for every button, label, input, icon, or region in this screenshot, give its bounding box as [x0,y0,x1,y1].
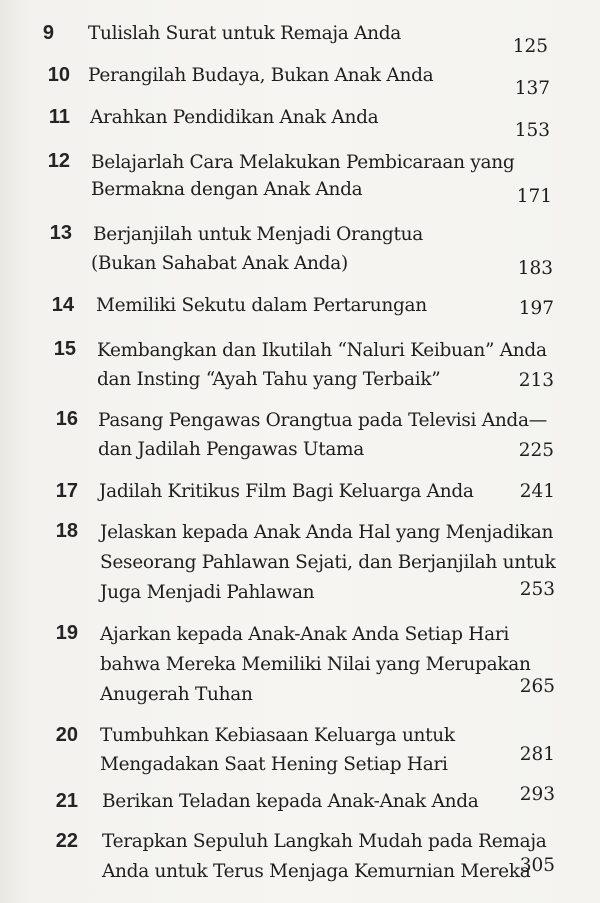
page-number: 241 [519,481,555,502]
chapter-title: Ajarkan kepada Anak-Anak Anda Setiap Hari [100,624,510,645]
chapter-title: Berikan Teladan kepada Anak-Anak Anda [102,791,479,812]
chapter-title: Tulislah Surat untuk Remaja Anda [88,23,402,44]
chapter-title: Kembangkan dan Ikutilah “Naluri Keibuan” Anda [97,340,547,361]
chapter-title: Bermakna dengan Anak Anda [91,179,363,200]
chapter-title: dan Jadilah Pengawas Utama [98,439,365,460]
chapter-title: Belajarlah Cara Melakukan Pembicaraan yang [91,152,515,173]
chapter-number: 21 [55,790,78,812]
page-number: 213 [518,370,554,391]
chapter-number: 9 [42,22,54,44]
chapter-number: 16 [55,408,78,430]
chapter-number: 13 [49,222,72,244]
page-number: 197 [518,298,554,319]
page-number: 265 [519,676,555,697]
page-number: 137 [514,78,550,99]
chapter-title: Tumbuhkan Kebiasaan Keluarga untuk [100,725,455,746]
chapter-number: 11 [48,106,70,128]
chapter-title: Anda untuk Terus Menjaga Kemurnian Mereka [102,861,531,882]
chapter-title: Juga Menjadi Pahlawan [100,582,315,603]
chapter-title: Mengadakan Saat Hening Setiap Hari [100,754,448,775]
chapter-title: (Bukan Sahabat Anak Anda) [91,253,348,274]
chapter-title: Jelaskan kepada Anak Anda Hal yang Menjadikan [100,522,554,543]
page-number: 225 [518,440,554,461]
chapter-title: Memiliki Sekutu dalam Pertarungan [96,295,427,316]
chapter-title: Perangilah Budaya, Bukan Anak Anda [88,65,434,86]
chapter-title: Berjanjilah untuk Menjadi Orangtua [93,224,423,245]
page-number: 171 [516,186,552,207]
chapter-number: 19 [55,622,78,644]
page-number: 293 [519,784,555,805]
page-number: 153 [514,120,550,141]
chapter-number: 12 [47,150,70,172]
page-number: 305 [519,855,555,876]
chapter-number: 20 [55,724,78,746]
chapter-title: Seseorang Pahlawan Sejati, dan Berjanjilah untuk [100,552,556,573]
chapter-title: Terapkan Sepuluh Langkah Mudah pada Remaja [102,831,547,852]
page-number: 253 [519,579,555,600]
chapter-title: Jadilah Kritikus Film Bagi Keluarga Anda [99,481,474,502]
chapter-number: 14 [51,294,74,316]
page-number: 183 [517,258,553,279]
chapter-title: bahwa Mereka Memiliki Nilai yang Merupakan [100,654,531,675]
page-number: 281 [519,744,555,765]
page-number: 125 [512,36,548,57]
chapter-title: Pasang Pengawas Orangtua pada Televisi Anda— [98,410,547,431]
chapter-number: 17 [55,480,78,502]
chapter-number: 18 [55,520,78,542]
chapter-title: dan Insting “Ayah Tahu yang Terbaik” [97,369,441,390]
chapter-number: 22 [55,830,78,852]
chapter-number: 10 [47,64,70,86]
chapter-title: Anugerah Tuhan [100,684,253,705]
chapter-number: 15 [53,338,76,360]
chapter-title: Arahkan Pendidikan Anak Anda [90,107,379,128]
